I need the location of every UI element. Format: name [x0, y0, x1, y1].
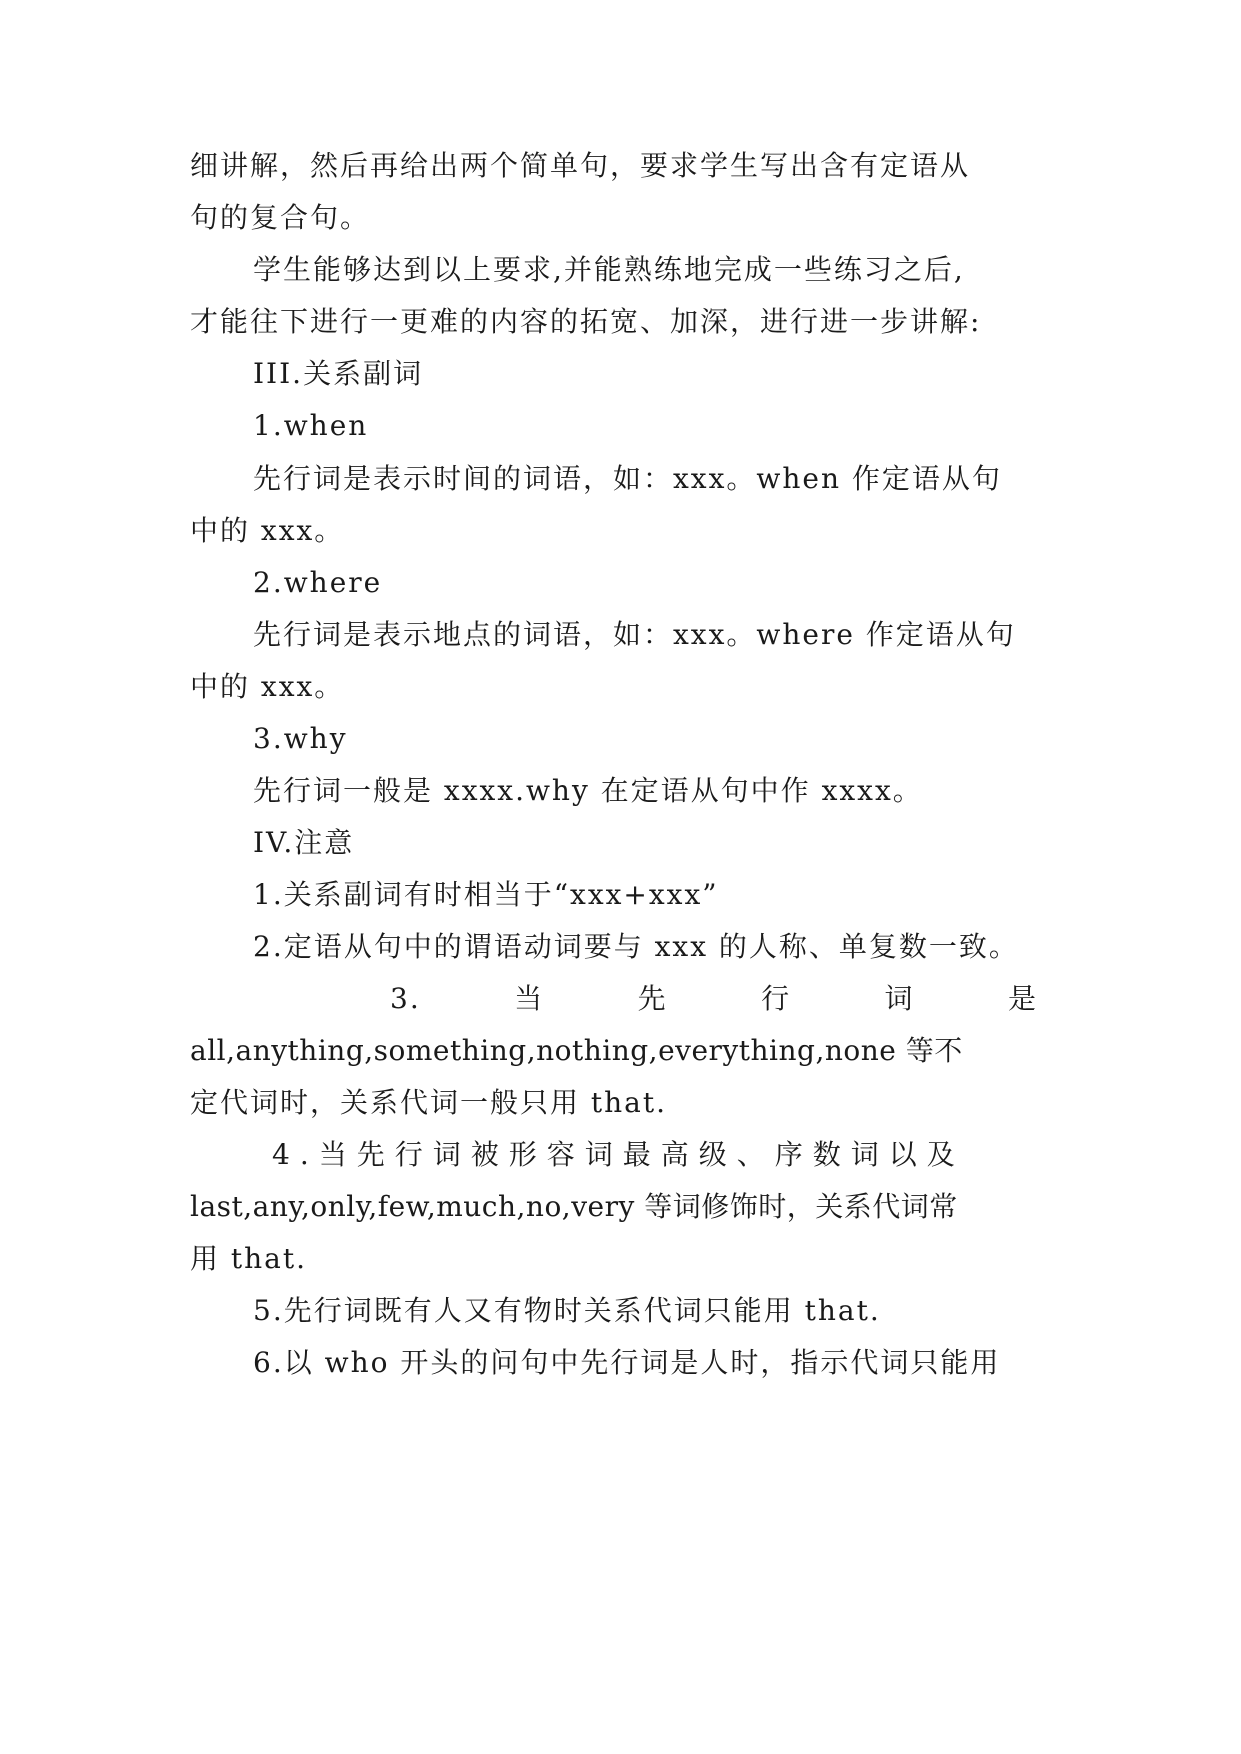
spread-word: 当 — [514, 982, 545, 1015]
section-heading: III.关系副词 — [253, 357, 424, 390]
spread-word: 词 — [884, 982, 915, 1015]
spread-text-line — [390, 979, 1038, 1019]
text-line: 4.当先行词被形容词最高级、序数词以及 — [272, 1138, 965, 1171]
list-item-heading: 1.when — [253, 409, 369, 442]
section-heading: IV.注意 — [253, 826, 355, 859]
text-line: 细讲解，然后再给出两个简单句，要求学生写出含有定语从 — [190, 149, 971, 182]
text-line: 中的 xxx。 — [190, 670, 345, 703]
spread-word: 先 — [637, 982, 668, 1015]
text-line: 先行词一般是 xxxx.why 在定语从句中作 xxxx。 — [253, 774, 923, 807]
list-item-heading: 2.where — [253, 566, 383, 599]
text-line: 定代词时，关系代词一般只用 that. — [190, 1086, 668, 1119]
text-line: last,any,only,few,much,no,very 等词修饰时，关系代词常 — [190, 1190, 958, 1223]
list-item-heading: 3.why — [253, 722, 348, 755]
text-line: 先行词是表示时间的词语，如：xxx。when 作定语从句 — [253, 462, 1002, 495]
text-line: 6.以 who 开头的问句中先行词是人时，指示代词只能用 — [253, 1346, 1001, 1379]
text-line: 5.先行词既有人又有物时关系代词只能用 that. — [253, 1294, 881, 1327]
text-line: 中的 xxx。 — [190, 514, 345, 547]
text-line: 2.定语从句中的谓语动词要与 xxx 的人称、单复数一致。 — [253, 930, 1019, 963]
spread-word: 行 — [761, 982, 792, 1015]
text-line: 先行词是表示地点的词语，如：xxx。where 作定语从句 — [253, 618, 1016, 651]
text-line: 学生能够达到以上要求,并能熟练地完成一些练习之后, — [253, 253, 965, 286]
spread-word: 3. — [390, 982, 421, 1015]
text-line: 才能往下进行一更难的内容的拓宽、加深，进行进一步讲解: — [190, 305, 982, 338]
text-line: 句的复合句。 — [190, 201, 371, 234]
text-line: 用 that. — [190, 1242, 308, 1275]
spread-word: 是 — [1007, 982, 1038, 1015]
text-line: all,anything,something,nothing,everything,none 等不 — [190, 1034, 963, 1067]
text-line: 1.关系副词有时相当于“xxx+xxx” — [253, 878, 719, 911]
